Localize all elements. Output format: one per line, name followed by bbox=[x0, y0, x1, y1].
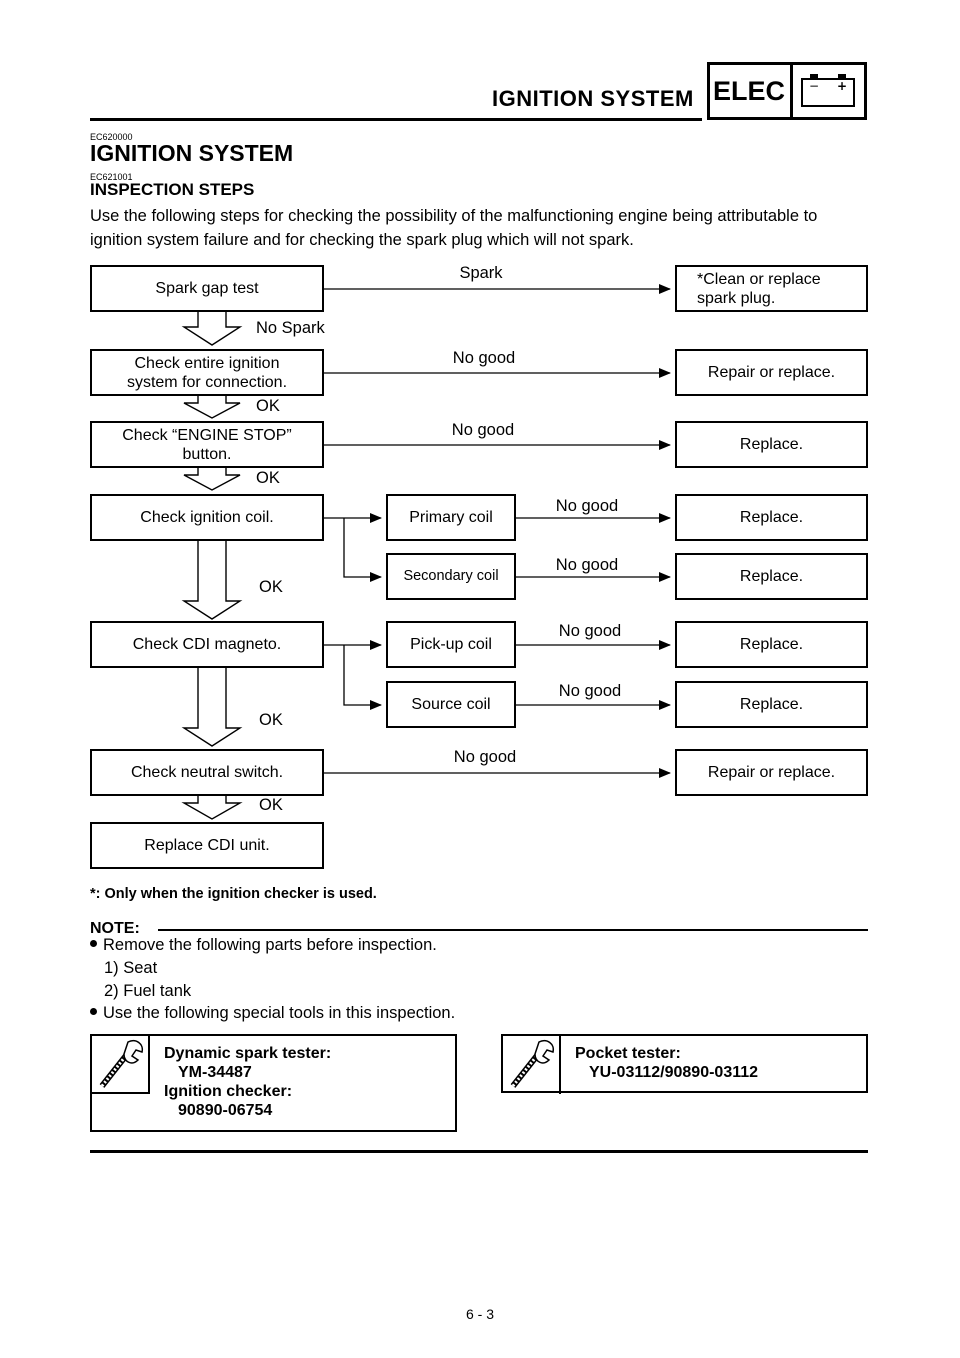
tool-name-2: Ignition checker: bbox=[164, 1083, 293, 1100]
flow-label-no-good-3: No good bbox=[555, 497, 619, 515]
tool-name-1: Dynamic spark tester: bbox=[164, 1045, 332, 1062]
flow-result-repair-replace-1: Repair or replace. bbox=[675, 349, 868, 396]
flow-step-source-coil: Source coil bbox=[386, 681, 516, 728]
flow-step-replace-cdi-unit: Replace CDI unit. bbox=[90, 822, 324, 869]
note-bullet-2: Use the following special tools in this inspection. bbox=[90, 1004, 455, 1023]
flow-step-check-cdi-magneto: Check CDI magneto. bbox=[90, 621, 324, 668]
flow-label-no-good-1: No good bbox=[452, 349, 516, 367]
page-number: 6 - 3 bbox=[465, 1306, 494, 1322]
tool-part-1: YM-34487 bbox=[178, 1064, 252, 1081]
battery-minus: − bbox=[808, 79, 820, 93]
tool-part-3: YU-03112/90890-03112 bbox=[589, 1064, 759, 1081]
battery-plus: + bbox=[836, 79, 848, 93]
flow-label-no-good-6: No good bbox=[558, 682, 622, 700]
note-rule bbox=[158, 929, 868, 931]
flow-label-no-good-5: No good bbox=[558, 622, 622, 640]
wrench-icon bbox=[92, 1036, 150, 1094]
flow-label-no-good-4: No good bbox=[555, 556, 619, 574]
flow-step-secondary-coil: Secondary coil bbox=[386, 553, 516, 600]
bottom-rule bbox=[90, 1150, 868, 1153]
footnote: *: Only when the ignition checker is used. bbox=[90, 886, 377, 902]
flow-step-check-ignition-coil: Check ignition coil. bbox=[90, 494, 324, 541]
page-title: IGNITION SYSTEM bbox=[90, 140, 294, 166]
bullet-icon bbox=[90, 940, 97, 947]
flow-label-ok-4: OK bbox=[259, 711, 283, 729]
flow-label-spark: Spark bbox=[459, 264, 503, 282]
note-item-1: 1) Seat bbox=[104, 959, 158, 977]
flow-step-pickup-coil: Pick-up coil bbox=[386, 621, 516, 668]
flow-label-no-spark: No Spark bbox=[256, 319, 325, 337]
flow-label-ok-5: OK bbox=[259, 796, 283, 814]
tool-name-3: Pocket tester: bbox=[575, 1045, 681, 1062]
flow-step-check-engine-stop: Check “ENGINE STOP” button. bbox=[90, 421, 324, 468]
flow-label-ok-3: OK bbox=[259, 578, 283, 596]
header-section-title: IGNITION SYSTEM bbox=[492, 86, 694, 111]
tool-box-right bbox=[501, 1034, 868, 1093]
flow-label-no-good-7: No good bbox=[453, 748, 517, 766]
intro-paragraph: Use the following steps for checking the possibility of the malfunctioning engine being attributable to ignition system failure and for checking the spark plug which will not spark. bbox=[90, 207, 818, 249]
flow-result-replace-1: Replace. bbox=[675, 421, 868, 468]
chapter-label: ELEC bbox=[713, 76, 786, 106]
tool-list-right bbox=[575, 1044, 758, 1082]
note-bullet-1: Remove the following parts before inspection. bbox=[90, 936, 437, 955]
flow-label-ok-2: OK bbox=[256, 469, 280, 487]
flow-result-replace-4: Replace. bbox=[675, 621, 868, 668]
subsection-code: EC621001 bbox=[90, 172, 133, 182]
tool-box-left bbox=[90, 1034, 457, 1132]
tool-list-left bbox=[164, 1044, 331, 1120]
flow-result-replace-3: Replace. bbox=[675, 553, 868, 600]
bullet-icon bbox=[90, 1008, 97, 1015]
flow-result-replace-2: Replace. bbox=[675, 494, 868, 541]
section-code: EC620000 bbox=[90, 132, 133, 142]
tool-part-2: 90890-06754 bbox=[178, 1102, 273, 1119]
flow-step-spark-gap-test: Spark gap test bbox=[90, 265, 324, 312]
wrench-icon bbox=[503, 1036, 561, 1094]
flow-result-clean-replace: *Clean or replace spark plug. bbox=[675, 265, 868, 312]
flow-step-check-neutral-switch: Check neutral switch. bbox=[90, 749, 324, 796]
note-heading: NOTE: bbox=[90, 920, 140, 937]
flow-result-replace-5: Replace. bbox=[675, 681, 868, 728]
flow-step-primary-coil: Primary coil bbox=[386, 494, 516, 541]
flow-label-no-good-2: No good bbox=[451, 421, 515, 439]
flow-result-repair-replace-2: Repair or replace. bbox=[675, 749, 868, 796]
flow-label-ok-1: OK bbox=[256, 397, 280, 415]
note-item-2: 2) Fuel tank bbox=[104, 982, 192, 1000]
flow-step-check-ignition-system: Check entire ignition system for connection. bbox=[90, 349, 324, 396]
subsection-title: INSPECTION STEPS bbox=[90, 180, 255, 199]
